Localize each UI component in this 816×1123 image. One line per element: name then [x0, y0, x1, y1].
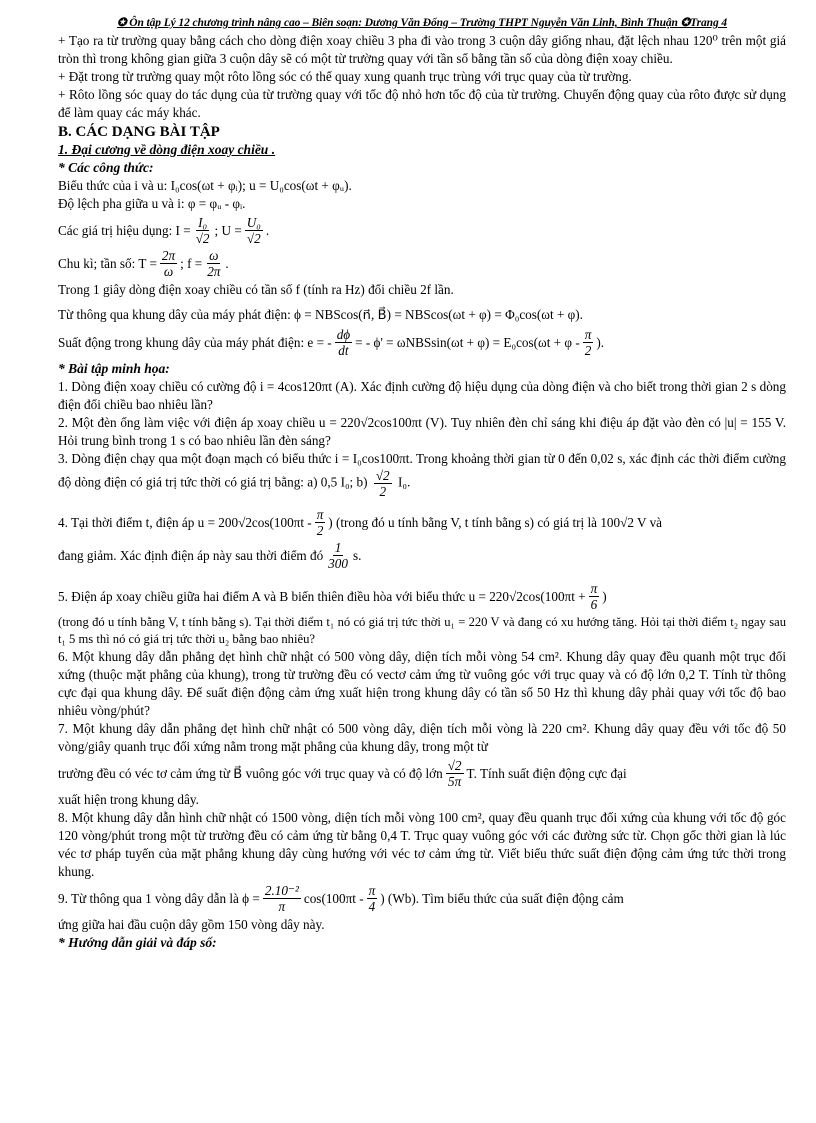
subsection-heading: 1. Đại cương về dòng điện xoay chiều .: [58, 142, 276, 157]
formula-emf: Suất động trong khung dây của máy phát điện: e = - $\frac{d\phi}{dt}$ = - ϕ' = ωNBSsin(ωt + φ) = E₀cos(ωt + φ - $\frac{\pi}{2}$ ).: [58, 327, 605, 358]
fraction: $\frac{\pi}{6}$: [590, 581, 598, 612]
fraction: $\frac{1}{300}$: [328, 540, 348, 571]
page: [58, 16, 786, 952]
exercise-5-line-1: 5. Điện áp xoay chiều giữa hai điểm A và B biến thiên điều hòa với biểu thức u = 220√2cos(100πt + $\frac{\pi}{6}$ ): [58, 581, 607, 612]
exercise-3: 3. Dòng điện chạy qua một đoạn mạch có biểu thức i = I₀cos100πt. Trong khoảng thời gian từ 0 đến 0,02 s, xác định các thời điểm cường độ dòng điện có giá trị tức thời có giá trị bằng: a) 0,5 I₀; b) $\frac{√2}{2}$ I₀.: [58, 451, 786, 499]
fraction: $\frac{\pi}{4}$: [368, 883, 376, 914]
exercise-2: 2. Một đèn ống làm việc với điện áp xoay chiều u = 220√2cos100πt (V). Tuy nhiên đèn chỉ sáng khi điệu áp đặt vào đèn có |u| = 155 V. Hỏi trung bình trong 1 s có bao nhiêu lần đèn sáng?: [58, 415, 786, 448]
fraction: $\frac{d\phi}{dt}$: [336, 327, 351, 358]
exercise-9-line-1: 9. Từ thông qua 1 vòng dây dẫn là ϕ = $\frac{\text{2.10⁻²}}{\pi}$ cos(100πt - $\frac{\pi}{4}$ ) (Wb). Tìm biểu thức của suất điện động cảm: [58, 883, 624, 914]
fraction: $\frac{√2}{2}$: [375, 468, 390, 499]
exercise-7-line-1: 7. Một khung dây dẫn phẳng dẹt hình chữ nhật có 500 vòng dây, diện tích mỗi vòng là 220 cm². Khung dây quay đều với tốc độ 50 vòng/giây quanh trục đối xứng nằm trong mặt phẳng của khung dây, trong một từ: [58, 721, 786, 754]
formula-rms-text: Các giá trị hiệu dụng: I =: [58, 222, 191, 238]
fraction: $\frac{\text{2.10⁻²}}{\pi}$: [264, 883, 299, 914]
exercise-4-line-2: đang giảm. Xác định điện áp này sau thời điểm đó $\frac{1}{300}$ s.: [58, 540, 362, 571]
formulas-heading: * Các công thức:: [58, 160, 154, 175]
fraction: $\frac{√2}{5\pi}$: [447, 758, 462, 789]
fraction: $\frac{\pi}{2}$: [316, 507, 324, 538]
exercise-8: 8. Một khung dây dẫn hình chữ nhật có 1500 vòng, diện tích mỗi vòng 100 cm², quay đều quanh trục đối xứng của khung với tốc độ góc 120 vòng/phút trong một từ trường đều có cảm ứng từ bằng 0,4 T. Trục quay vuông góc với các đường sức từ. Chọn gốc thời gian là lúc véc tơ pháp tuyến của mặt phẳng khung dây cùng hướng với véc tơ cảm ứng từ. Viết biểu thức suất điện động cảm ứng tức thời trong khung.: [58, 810, 786, 879]
page-header: ✪ Ôn tập Lý 12 chương trình nâng cao – Biên soạn: Dương Văn Đổng – Trường THPT Nguyễn Văn Linh, Bình Thuận ✪Trang 4: [116, 17, 728, 29]
fraction: $\frac{\omega}{2\pi}$: [207, 248, 221, 279]
exercise-5-text: (trong đó u tính bằng V, t tính bằng s). Tại thời điểm t₁ nó có giá trị tức thời u₁ = 220 V và đang có xu hướng tăng. Hỏi tại thời điểm t₂ ngay sau t₁ 5 ms thì nó có giá trị tức thời u₂ bằng bao nhiêu?: [58, 615, 786, 646]
exercise-1: 1. Dòng điện xoay chiều có cường độ i = 4cos120πt (A). Xác định cường độ hiệu dụng của dòng điện và cho biết trong thời gian 2 s dòng điện đổi chiều bao nhiêu lần?: [58, 379, 786, 412]
formula-direction-changes: Trong 1 giây dòng điện xoay chiều có tần số f (tính ra Hz) đổi chiều 2f lần.: [58, 282, 454, 297]
formula-flux: Từ thông qua khung dây của máy phát điện: ϕ = NBScos(n⃗, B⃗) = NBScos(ωt + φ) = Φ₀cos(ωt + φ).: [58, 307, 583, 322]
intro-paragraph-2: + Đặt trong từ trường quay một rôto lồng sóc có thể quay xung quanh trục trùng với trục quay của từ trường.: [58, 69, 632, 84]
formula-phase: Độ lệch pha giữa u và i: φ = φᵤ - φᵢ.: [58, 196, 246, 211]
fraction: $\frac{2\pi}{\omega}$: [161, 248, 176, 279]
formula-rms: Các giá trị hiệu dụng: I = $\frac{\text{I₀}}{√2}$ ; U = $\frac{\text{U₀}}{√2}$ .: [58, 215, 270, 246]
exercise-9-line-2: ứng giữa hai đầu cuộn dây gồm 150 vòng dây này.: [58, 917, 325, 932]
exercise-6: 6. Một khung dây dẫn phẳng dẹt hình chữ nhật có 500 vòng dây, diện tích mỗi vòng 54 cm². Khung dây quay đều quanh một trục đối xứng (thuộc mặt phẳng của khung), trong từ trường đều có vectơ cảm ứng từ vuông góc với trục quay và có độ lớn 0,2 T. Tính từ thông cực đại qua khung dây. Để suất điện động cảm ứng xuất hiện trong khung dây có tần số 50 Hz thì khung dây phải quay với tốc độ bao nhiêu vòng/phút?: [58, 649, 786, 718]
formula-period: Chu kì; tần số: T = $\frac{2\pi}{\omega}$ ; f = $\frac{\omega}{2\pi}$ .: [58, 248, 229, 279]
solutions-heading: * Hướng dẫn giải và đáp số:: [58, 935, 217, 950]
fraction: $\frac{\text{U₀}}{√2}$: [246, 215, 261, 246]
examples-heading: * Bài tập minh họa:: [58, 361, 170, 376]
exercise-7-line-3: xuất hiện trong khung dây.: [58, 792, 199, 807]
fraction: $\frac{\pi}{2}$: [584, 327, 592, 358]
exercise-7-line-2: trường đều có véc tơ cảm ứng từ B⃗ vuông góc với trục quay và có độ lớn $\frac{√2}{5\pi}$ T. Tính suất điện động cực đại: [58, 758, 627, 789]
intro-paragraph-3: + Rôto lồng sóc quay do tác dụng của từ trường quay với tốc độ nhỏ hơn tốc độ của từ trường. Chuyển động quay của rôto được sử dụng để làm quay các máy khác.: [58, 87, 786, 120]
exercise-4-line-1: 4. Tại thời điểm t, điện áp u = 200√2cos(100πt - $\frac{\pi}{2}$ ) (trong đó u tính bằng V, t tính bằng s) có giá trị là 100√2 V và: [58, 507, 663, 538]
fraction: $\frac{\text{I₀}}{√2}$: [195, 215, 210, 246]
intro-paragraph-1: + Tạo ra từ trường quay bằng cách cho dòng điện xoay chiều 3 pha đi vào trong 3 cuộn dây giống nhau, đặt lệch nhau 120⁰ trên một giá tròn thì trong không gian giữa 3 cuộn dây sẽ có một từ trường quay với tần số bằng tần số của dòng điện xoay chiều.: [58, 33, 786, 66]
section-heading: B. CÁC DẠNG BÀI TẬP: [58, 124, 220, 140]
formula-expressions: Biểu thức của i và u: I₀cos(ωt + φᵢ); u = U₀cos(ωt + φᵤ).: [58, 178, 352, 193]
